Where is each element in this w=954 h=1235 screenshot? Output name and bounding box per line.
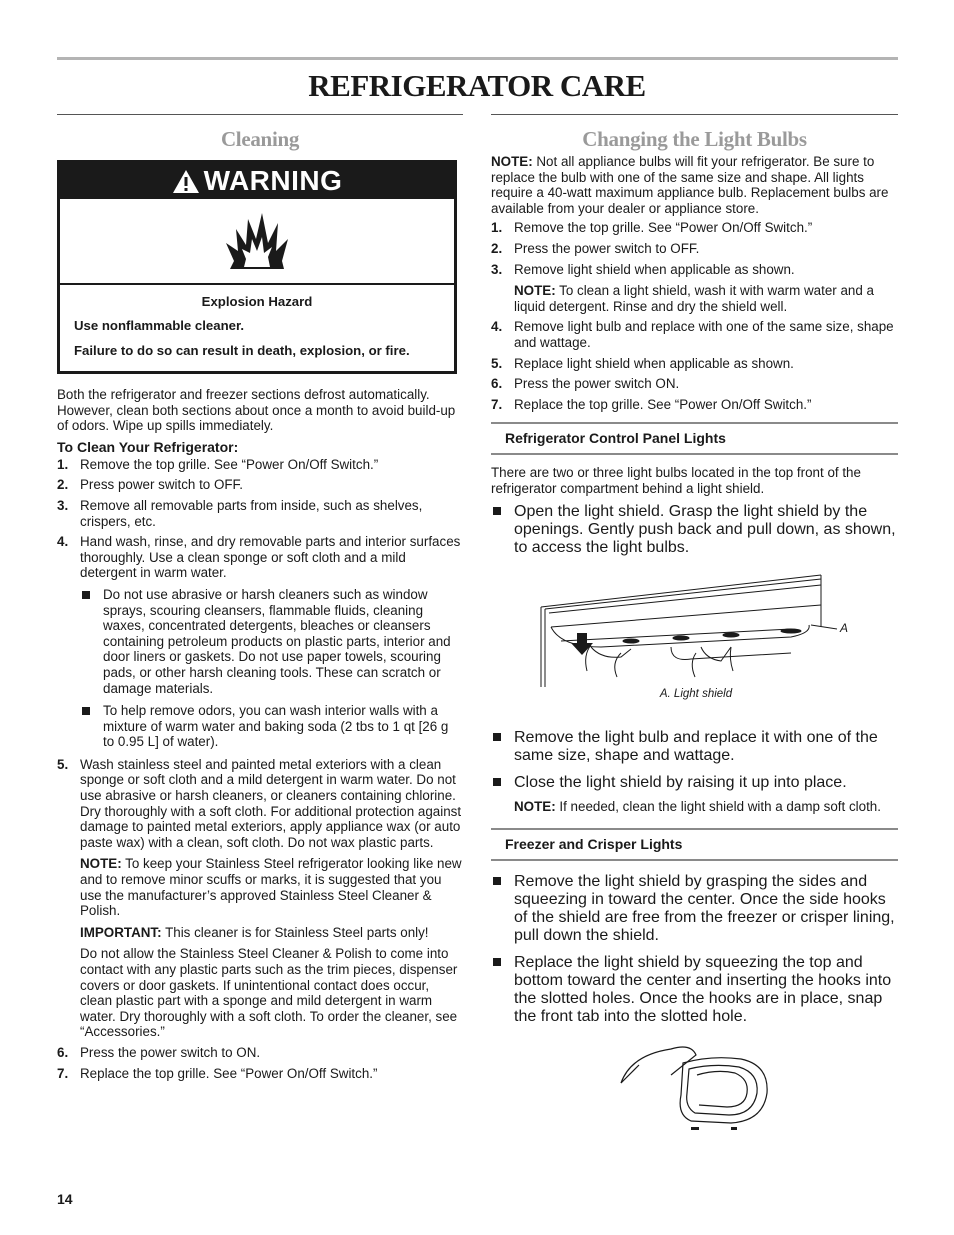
bulbs-note: NOTE: Not all appliance bulbs will fit your refrigerator. Be sure to replace the bulb with one of the same size and shape. All lights require a 40-watt maximum appliance bulb. Replacement bulbs are available from your dealer or appliance store. — [491, 154, 889, 216]
bullet-item: Replace the light shield by squeezing the top and bottom toward the center and inserting the hooks into the slotted holes. Once the hooks are in place, snap the front tab into the slotted hole. — [491, 954, 898, 1026]
bullet-item: To help remove odors, you can wash interior walls with a mixture of warm water and baking soda (2 tbs to 1 qt [26 g to 0.95 L] of water). — [80, 703, 463, 750]
list-item: 4. Remove light bulb and replace with one of the same size, shape and wattage. — [491, 319, 894, 350]
bullet-item: Remove the light bulb and replace it with one of the same size, shape and wattage. — [491, 729, 898, 765]
list-item: 2. Press power switch to OFF. — [57, 477, 243, 493]
list-item: 1. Remove the top grille. See “Power On/Off Switch.” — [57, 456, 379, 472]
control-panel-intro: There are two or three light bulbs located in the top front of the refrigerator compartment behind a light shield. — [491, 465, 861, 496]
warning-triangle-icon — [172, 169, 200, 194]
figure-label-a: A — [840, 620, 849, 635]
page-title: REFRIGERATOR CARE — [308, 68, 646, 103]
list-item: 5. Wash stainless steel and painted metal exteriors with a clean sponge or soft cloth and a mild detergent in warm water. Do not use abrasive or harsh cleaners, or cleaners containing chlorine. Dry thoroughly with a soft cloth. For additional protection against damage to painted metal exteriors, apply appliance wax (or auto paste wax) with a clean, soft cloth. Do not wax plastic parts. NOTE: To keep your Stainless Steel refrigerator looking like new and to remove minor scuffs or marks, it is suggested that you use the manufacturer’s approved Stainless Steel Cleaner & Polish. IMPORTANT: This cleaner is for Stainless Steel parts only! Do not allow the Stainless Steel Cleaner & Polish to come into contact with any plastic parts such as the trim pieces, dispenser covers or door gaskets. If unintentional contact does occur, clean plastic part with a sponge and mild detergent in warm water. Dry thoroughly with a soft cloth. To order the cleaner, see “Accessories.” — [57, 756, 462, 1040]
bullet-item: Open the light shield. Grasp the light shield by the openings. Gently push back and pull down, as shown, to access the light bulbs. — [491, 503, 898, 557]
cleaning-subheading: To Clean Your Refrigerator: — [57, 438, 239, 455]
extra-paragraph: Do not allow the Stainless Steel Cleaner & Polish to come into contact with any plastic parts such as the trim pieces, dispenser covers or door gaskets. If unintentional contact does occur, clean plastic part with a sponge and mild detergent in warm water. Dry thoroughly with a soft cloth. To order the cleaner, see “Accessories.” — [80, 946, 458, 1040]
list-item: 2. Press the power switch to OFF. — [491, 240, 700, 256]
list-item: 7. Replace the top grille. See “Power On/Off Switch.” — [491, 396, 812, 412]
important-paragraph: IMPORTANT: This cleaner is for Stainless Steel parts only! — [80, 924, 429, 940]
list-item: 1. Remove the top grille. See “Power On/Off Switch.” — [491, 220, 813, 236]
note-paragraph: NOTE: To clean a light shield, wash it with warm water and a liquid detergent. Rinse and dry the shield well. — [514, 283, 874, 314]
list-item: 3. Remove all removable parts from inside, such as shelves, crispers, etc. — [57, 497, 423, 529]
list-item: 7. Replace the top grille. See “Power On/Off Switch.” — [57, 1065, 378, 1081]
warning-text — [60, 285, 454, 371]
top-rule — [57, 57, 898, 60]
light-shield-illustration — [491, 567, 898, 695]
list-item: 4. Hand wash, rinse, and dry removable parts and interior surfaces thoroughly. Use a clean sponge or soft cloth and a mild detergent in warm water. Do not use abrasive or harsh cleaners such as window sprays, scouring cleansers, flammable fluids, cleaning waxes, concentrated detergents, bleaches or cleansers containing petroleum products on plastic parts, interior and door liners or gaskets. Do not use paper towels, scouring pads, or other harsh cleaning tools. These can scratch or damage materials. To help remove odors, you can wash interior walls with a mixture of warm water and baking soda (2 tbs to 1 qt [26 g to 0.95 L] of water). — [57, 534, 463, 750]
bullet-item: Do not use abrasive or harsh cleaners such as window sprays, scouring cleansers, flammable fluids, cleaning waxes, concentrated detergents, bleaches or cleansers containing petroleum products on plastic parts, interior and door liners or gaskets. Do not use paper towels, scouring pads, or other harsh cleaning tools. These can scratch or damage materials. — [80, 587, 463, 696]
note-paragraph: NOTE: To keep your Stainless Steel refrigerator looking like new and to remove minor scuffs or marks, it is suggested that you use the manufacturer’s approved Stainless Steel Cleaner & Polish. — [80, 856, 462, 919]
list-item: 5. Replace light shield when applicable as shown. — [491, 355, 794, 371]
control-panel-subheading: Refrigerator Control Panel Lights — [491, 422, 898, 455]
bullet-item: Remove the light shield by grasping the sides and squeezing in toward the center. Once the side hooks of the shield are free from the freezer or crisper lining, pull down the shield. — [491, 873, 898, 945]
freezer-subheading: Freezer and Crisper Lights — [491, 828, 898, 861]
crisper-light-illustration — [491, 1035, 898, 1135]
list-item: 6. Press the power switch ON. — [491, 376, 680, 392]
cleaning-steps — [57, 457, 463, 1081]
warning-box — [57, 160, 457, 374]
warning-hazard: Explosion Hazard — [201, 294, 313, 309]
cleaning-title: Cleaning — [220, 127, 300, 151]
column-rule — [491, 114, 898, 115]
warning-instruction: Use nonflammable cleaner. — [74, 318, 245, 333]
cleaning-intro: Both the refrigerator and freezer sections defrost automatically. However, clean both sections about once a month to avoid build-up of odors. Wipe up spills immediately. — [57, 387, 456, 434]
crisper-light-figure — [491, 1035, 898, 1135]
figure-caption: A. Light shield — [659, 687, 733, 700]
light-shield-figure — [491, 567, 898, 717]
page-number: 14 — [57, 1191, 73, 1207]
list-item: 6. Press the power switch to ON. — [57, 1044, 261, 1060]
list-item: 3. Remove light shield when applicable as shown. NOTE: To clean a light shield, wash it with warm water and a liquid detergent. Rinse and dry the shield well. — [491, 262, 898, 315]
bulbs-column — [491, 114, 898, 1135]
explosion-icon — [222, 209, 292, 273]
bulbs-steps — [491, 220, 898, 412]
column-rule — [57, 114, 463, 115]
warning-label: WARNING — [203, 165, 343, 196]
warning-consequence: Failure to do so can result in death, explosion, or fire. — [74, 343, 410, 358]
bullet-item: Close the light shield by raising it up into place. — [491, 774, 898, 792]
warning-pictogram — [60, 199, 454, 285]
warning-header — [60, 163, 454, 199]
bulbs-title: Changing the Light Bulbs — [582, 127, 807, 151]
control-panel-note: NOTE: If needed, clean the light shield with a damp soft cloth. — [514, 798, 881, 814]
cleaning-column — [57, 114, 463, 1086]
